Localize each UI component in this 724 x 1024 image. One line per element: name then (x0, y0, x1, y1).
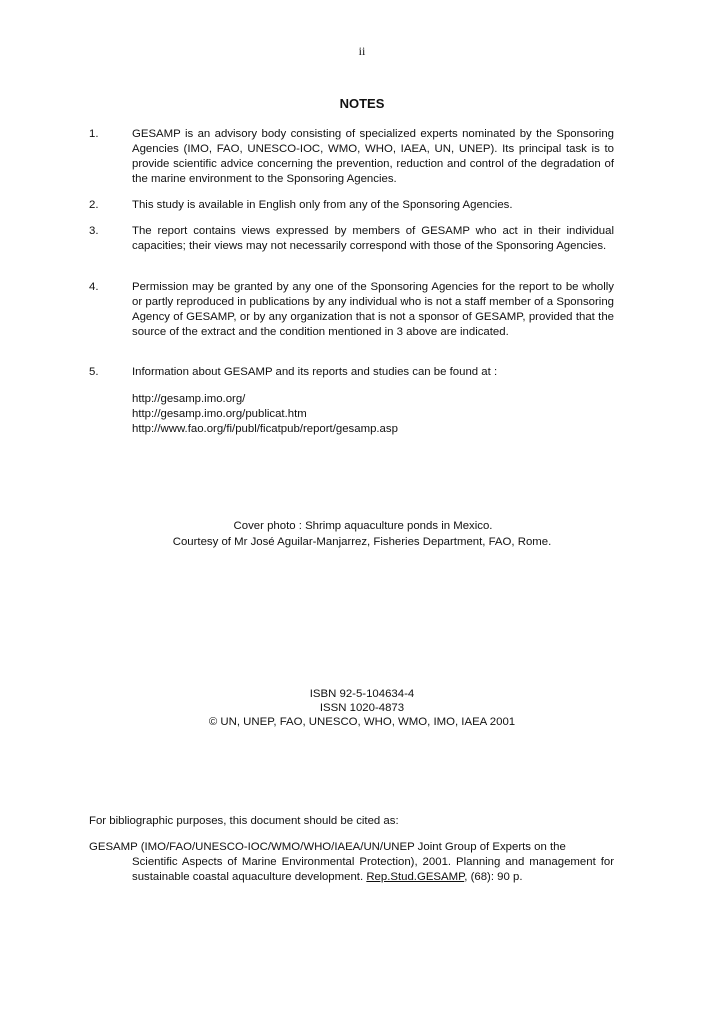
bibliographic-label: For bibliographic purposes, this document should be cited as: (89, 815, 399, 827)
note-text: GESAMP is an advisory body consisting of specialized experts nominated by the Sponsoring Agencies (IMO, FAO, UNESCO-IOC, WMO, WHO, IAEA, UN, UNEP). Its principal task is to provide scientific advice concerning the prevention, reduction and control of the degradation of the marine environment to the Sponsoring Agencies. (132, 128, 614, 185)
note-text: Information about GESAMP and its reports and studies can be found at : (132, 366, 498, 378)
note-number: 1. (89, 128, 99, 140)
series-issue: , (68): 90 p. (464, 871, 523, 883)
note-number: 2. (89, 199, 99, 211)
series-name: Rep.Stud.GESAMP (366, 871, 465, 883)
issn: ISSN 1020-4873 (319, 702, 405, 714)
note-number: 4. (89, 281, 99, 293)
note-text: The report contains views expressed by members of GESAMP who act in their individual capacities; their views may not necessarily correspond with those of the Sponsoring Agencies. (132, 225, 614, 252)
copyright: © UN, UNEP, FAO, UNESCO, WHO, WMO, IMO, IAEA 2001 (208, 716, 516, 728)
citation-continuation (89, 855, 614, 885)
page-title: NOTES (339, 96, 385, 111)
note-text: This study is available in English only from any of the Sponsoring Agencies. (132, 199, 513, 211)
cover-photo-caption: Cover photo : Shrimp aquaculture ponds in Mexico. (233, 520, 493, 532)
cover-photo-credit: Courtesy of Mr José Aguilar-Manjarrez, Fisheries Department, FAO, Rome. (172, 536, 552, 548)
citation (89, 840, 614, 885)
citation-line: GESAMP (IMO/FAO/UNESCO-IOC/WMO/WHO/IAEA/UN/UNEP Joint Group of Experts on the (89, 841, 566, 853)
page-number: ii (358, 44, 366, 58)
reference-url[interactable]: http://gesamp.imo.org/publicat.htm (132, 408, 307, 420)
note-text: Permission may be granted by any one of the Sponsoring Agencies for the report to be wholly or partly reproduced in publications by any individual who is not a staff member of a Sponsoring Agency of GESAMP, or by any organization that is not a sponsor of GESAMP, provided that the source of the extract and the condition mentioned in 3 above are indicated. (132, 281, 614, 338)
isbn: ISBN 92-5-104634-4 (309, 688, 415, 700)
reference-url[interactable]: http://gesamp.imo.org/ (132, 393, 246, 405)
citation-text: Scientific Aspects of Marine Environmental Protection), 2001. Planning and management for sustainable coastal aquaculture development. (132, 856, 614, 883)
note-number: 3. (89, 225, 99, 237)
note-number: 5. (89, 366, 99, 378)
reference-url[interactable]: http://www.fao.org/fi/publ/ficatpub/report/gesamp.asp (132, 423, 398, 435)
